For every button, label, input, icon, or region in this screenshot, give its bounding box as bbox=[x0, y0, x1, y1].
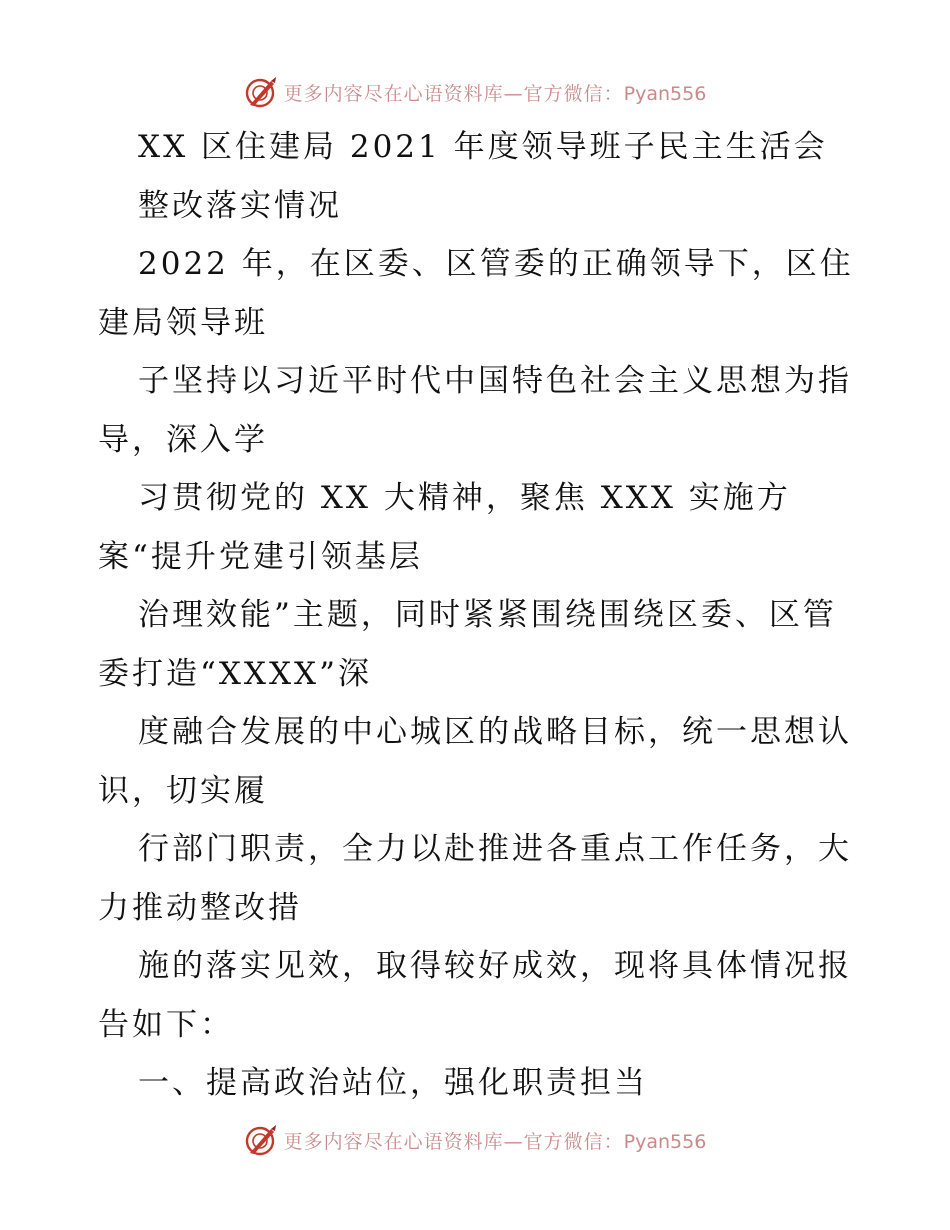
text-line: 治理效能”主题，同时紧紧围绕围绕区委、区管 bbox=[138, 597, 837, 633]
text-line: 度融合发展的中心城区的战略目标，统一思想认 bbox=[138, 714, 852, 750]
text-line: 委打造“XXXX”深 bbox=[98, 655, 372, 692]
text-line: 力推动整改措 bbox=[98, 889, 302, 926]
text-line: 行部门职责，全力以赴推进各重点工作任务，大 bbox=[138, 831, 852, 867]
text-line: 告如下： bbox=[98, 1006, 234, 1043]
text-line: 子坚持以习近平时代中国特色社会主义思想为指 bbox=[138, 363, 852, 399]
text-line: 整改落实情况 bbox=[138, 187, 342, 224]
brush-logo-icon bbox=[244, 75, 278, 109]
document-body bbox=[98, 126, 858, 1121]
brush-logo-icon bbox=[244, 1123, 278, 1157]
watermark-text: 更多内容尽在心语资料库—官方微信：Pyan556 bbox=[283, 1130, 707, 1153]
watermark-text: 更多内容尽在心语资料库—官方微信：Pyan556 bbox=[283, 82, 707, 105]
footer-watermark bbox=[0, 1120, 950, 1160]
text-line: 建局领导班 bbox=[98, 304, 268, 341]
text-line: XX 区住建局 2021 年度领导班子民主生活会 bbox=[138, 129, 828, 165]
text-line: 导，深入学 bbox=[98, 421, 268, 458]
section-heading: 一、提高政治站位，强化职责担当 bbox=[138, 1065, 648, 1101]
text-line: 案“提升党建引领基层 bbox=[98, 538, 423, 575]
text-line: 习贯彻党的 XX 大精神，聚焦 XXX 实施方 bbox=[138, 480, 791, 516]
text-line: 施的落实见效，取得较好成效，现将具体情况报 bbox=[138, 948, 852, 984]
watermark-wechat-id: Pyan556 bbox=[623, 1130, 707, 1153]
header-watermark bbox=[0, 72, 950, 112]
text-line: 识，切实履 bbox=[98, 772, 268, 809]
watermark-wechat-id: Pyan556 bbox=[623, 82, 707, 105]
text-line: 2022 年，在区委、区管委的正确领导下，区住 bbox=[138, 246, 854, 282]
